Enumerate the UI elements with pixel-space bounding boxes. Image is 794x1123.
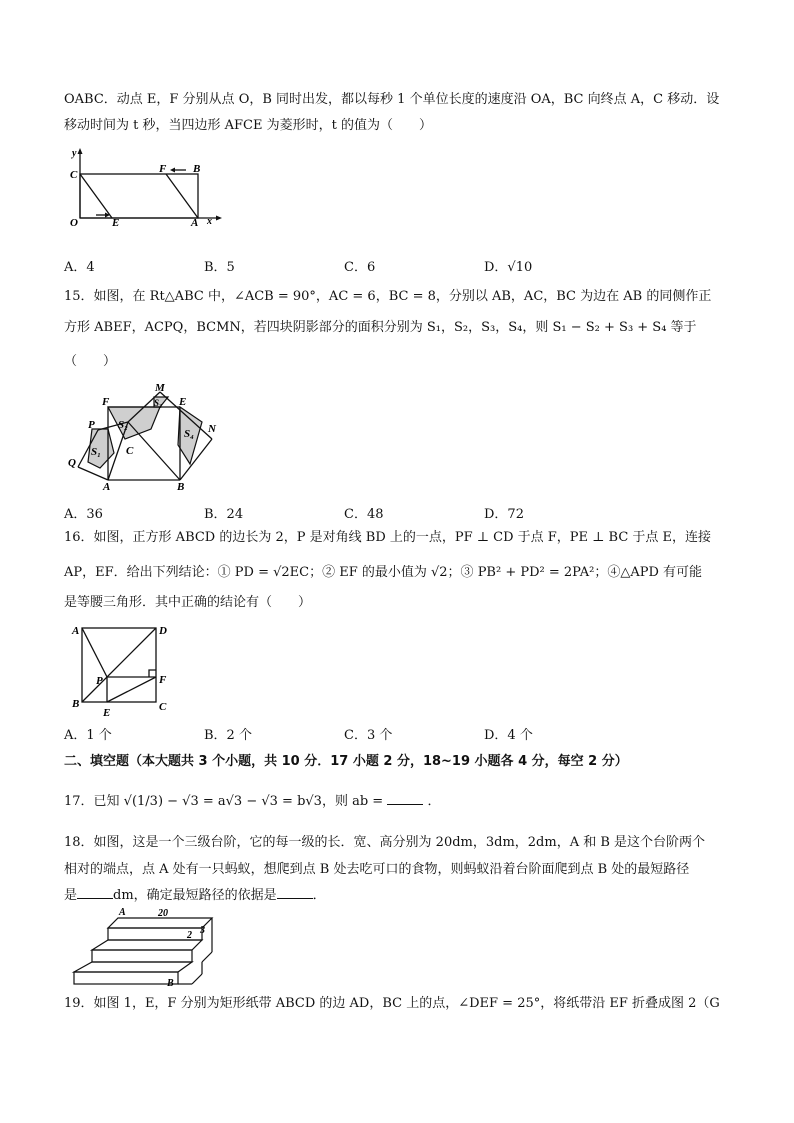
q15-label-E: E [179, 396, 187, 408]
q14-figure [62, 146, 232, 232]
q16-text-line2: AP，EF．给出下列结论：① PD = √2EC；② EF 的最小值为 √2；③ PB² + PD² = 2PA²；④△APD 有可能 [64, 565, 703, 580]
q14-choice-b: B．5 [204, 260, 235, 275]
q18-answer-blank-2[interactable] [277, 886, 313, 899]
q15-label-F: F [102, 396, 110, 408]
q16-choice-b: B．2 个 [204, 728, 252, 743]
q15-text-line3: （ ） [64, 354, 117, 369]
q15-text-line1: 15．如图，在 Rt△ABC 中，∠ACB = 90°，AC = 6，BC = 8，分别以 AB，AC，BC 为边在 AB 的同侧作正 [64, 289, 712, 304]
q16-figure [62, 622, 182, 720]
q18-text-line1: 18．如图，这是一个三级台阶，它的每一级的长．宽、高分别为 20dm，3dm，2dm，A 和 B 是这个台阶两个 [64, 835, 706, 850]
q18-line3-suffix: ． [312, 888, 326, 903]
q14-label-y: y [72, 148, 77, 159]
q14-choice-c: C．6 [344, 260, 376, 275]
q16-choice-a: A．1 个 [64, 728, 112, 743]
q16-label-A: A [72, 625, 80, 637]
q16-choice-c: C．3 个 [344, 728, 393, 743]
q15-choice-b: B．24 [204, 507, 244, 522]
q15-label-S4: S₄ [184, 428, 194, 440]
section-fill-in-heading: 二、填空题（本大题共 3 个小题，共 10 分．17 小题 2 分，18~19 小题各 4 分，每空 2 分） [64, 754, 628, 769]
q15-label-C: C [126, 445, 134, 457]
q14-label-B: B [193, 163, 201, 175]
q16-label-C: C [159, 701, 167, 713]
q15-label-Q: Q [68, 457, 76, 469]
q18-label-20: 20 [158, 908, 168, 919]
q17-answer-blank[interactable] [387, 792, 423, 805]
q14-label-O: O [70, 217, 78, 229]
q14-text-line1: OABC．动点 E，F 分别从点 O，B 同时出发，都以每秒 1 个单位长度的速度沿 OA，BC 向终点 A，C 移动．设 [64, 92, 720, 107]
q14-choice-d: D．√10 [484, 260, 533, 275]
q17-suffix: ． [427, 794, 441, 809]
q15-choice-c: C．48 [344, 507, 384, 522]
q16-choice-d: D．4 个 [484, 728, 533, 743]
q14-label-C: C [70, 169, 78, 181]
q15-figure [62, 382, 222, 492]
q18-line3-mid: dm，确定最短路径的依据是 [113, 888, 277, 903]
q15-label-S3: S₃ [154, 398, 163, 408]
q18-text-line3 [64, 886, 326, 906]
q15-label-A: A [103, 481, 111, 492]
q14-label-E: E [112, 217, 120, 229]
q15-label-S1: S₁ [91, 446, 101, 458]
q15-label-P: P [88, 419, 95, 431]
q18-label-B: B [167, 978, 174, 988]
q16-text-line1: 16．如图，正方形 ABCD 的边长为 2，P 是对角线 BD 上的一点，PF ⊥ CD 于点 F，PE ⊥ BC 于点 E，连接 [64, 530, 712, 545]
q14-label-x: x [207, 216, 212, 227]
q18-label-3: 3 [200, 925, 205, 936]
q15-label-N: N [208, 423, 216, 435]
q15-label-M: M [155, 382, 165, 394]
q16-label-B: B [72, 698, 80, 710]
q18-label-A: A [119, 907, 126, 918]
q16-label-F: F [159, 674, 167, 686]
q18-line3-prefix: 是 [64, 888, 78, 903]
q15-label-S2: S₂ [118, 419, 128, 431]
q14-label-F: F [159, 163, 167, 175]
q15-text-line2: 方形 ABEF，ACPQ，BCMN，若四块阴影部分的面积分别为 S₁，S₂，S₃，S₄，则 S₁ − S₂ + S₃ + S₄ 等于 [64, 320, 697, 335]
q17-text [64, 792, 440, 812]
q14-label-A: A [191, 217, 199, 229]
q15-choice-d: D．72 [484, 507, 524, 522]
q16-label-D: D [159, 625, 167, 637]
q15-label-B: B [177, 481, 185, 492]
q19-text-line1: 19．如图 1，E，F 分别为矩形纸带 ABCD 的边 AD，BC 上的点，∠DEF = 25°，将纸带沿 EF 折叠成图 2（G [64, 996, 720, 1011]
q16-label-E: E [103, 707, 111, 719]
q15-choice-a: A．36 [64, 507, 103, 522]
q18-text-line2: 相对的端点，点 A 处有一只蚂蚁，想爬到点 B 处去吃可口的食物，则蚂蚁沿着台阶面爬到点 B 处的最短路径 [64, 862, 690, 877]
q18-label-2: 2 [187, 930, 192, 941]
q18-staircase-figure [62, 906, 222, 988]
q18-answer-blank-1[interactable] [77, 886, 113, 899]
q14-choice-a: A．4 [64, 260, 95, 275]
q16-text-line3: 是等腰三角形．其中正确的结论有（ ） [64, 595, 312, 610]
q14-text-line2: 移动时间为 t 秒，当四边形 AFCE 为菱形时，t 的值为（ ） [64, 118, 432, 133]
q17-expression: 17．已知 √(1/3) − √3 = a√3 − √3 = b√3，则 ab = [64, 794, 384, 809]
q16-label-P: P [96, 675, 103, 687]
